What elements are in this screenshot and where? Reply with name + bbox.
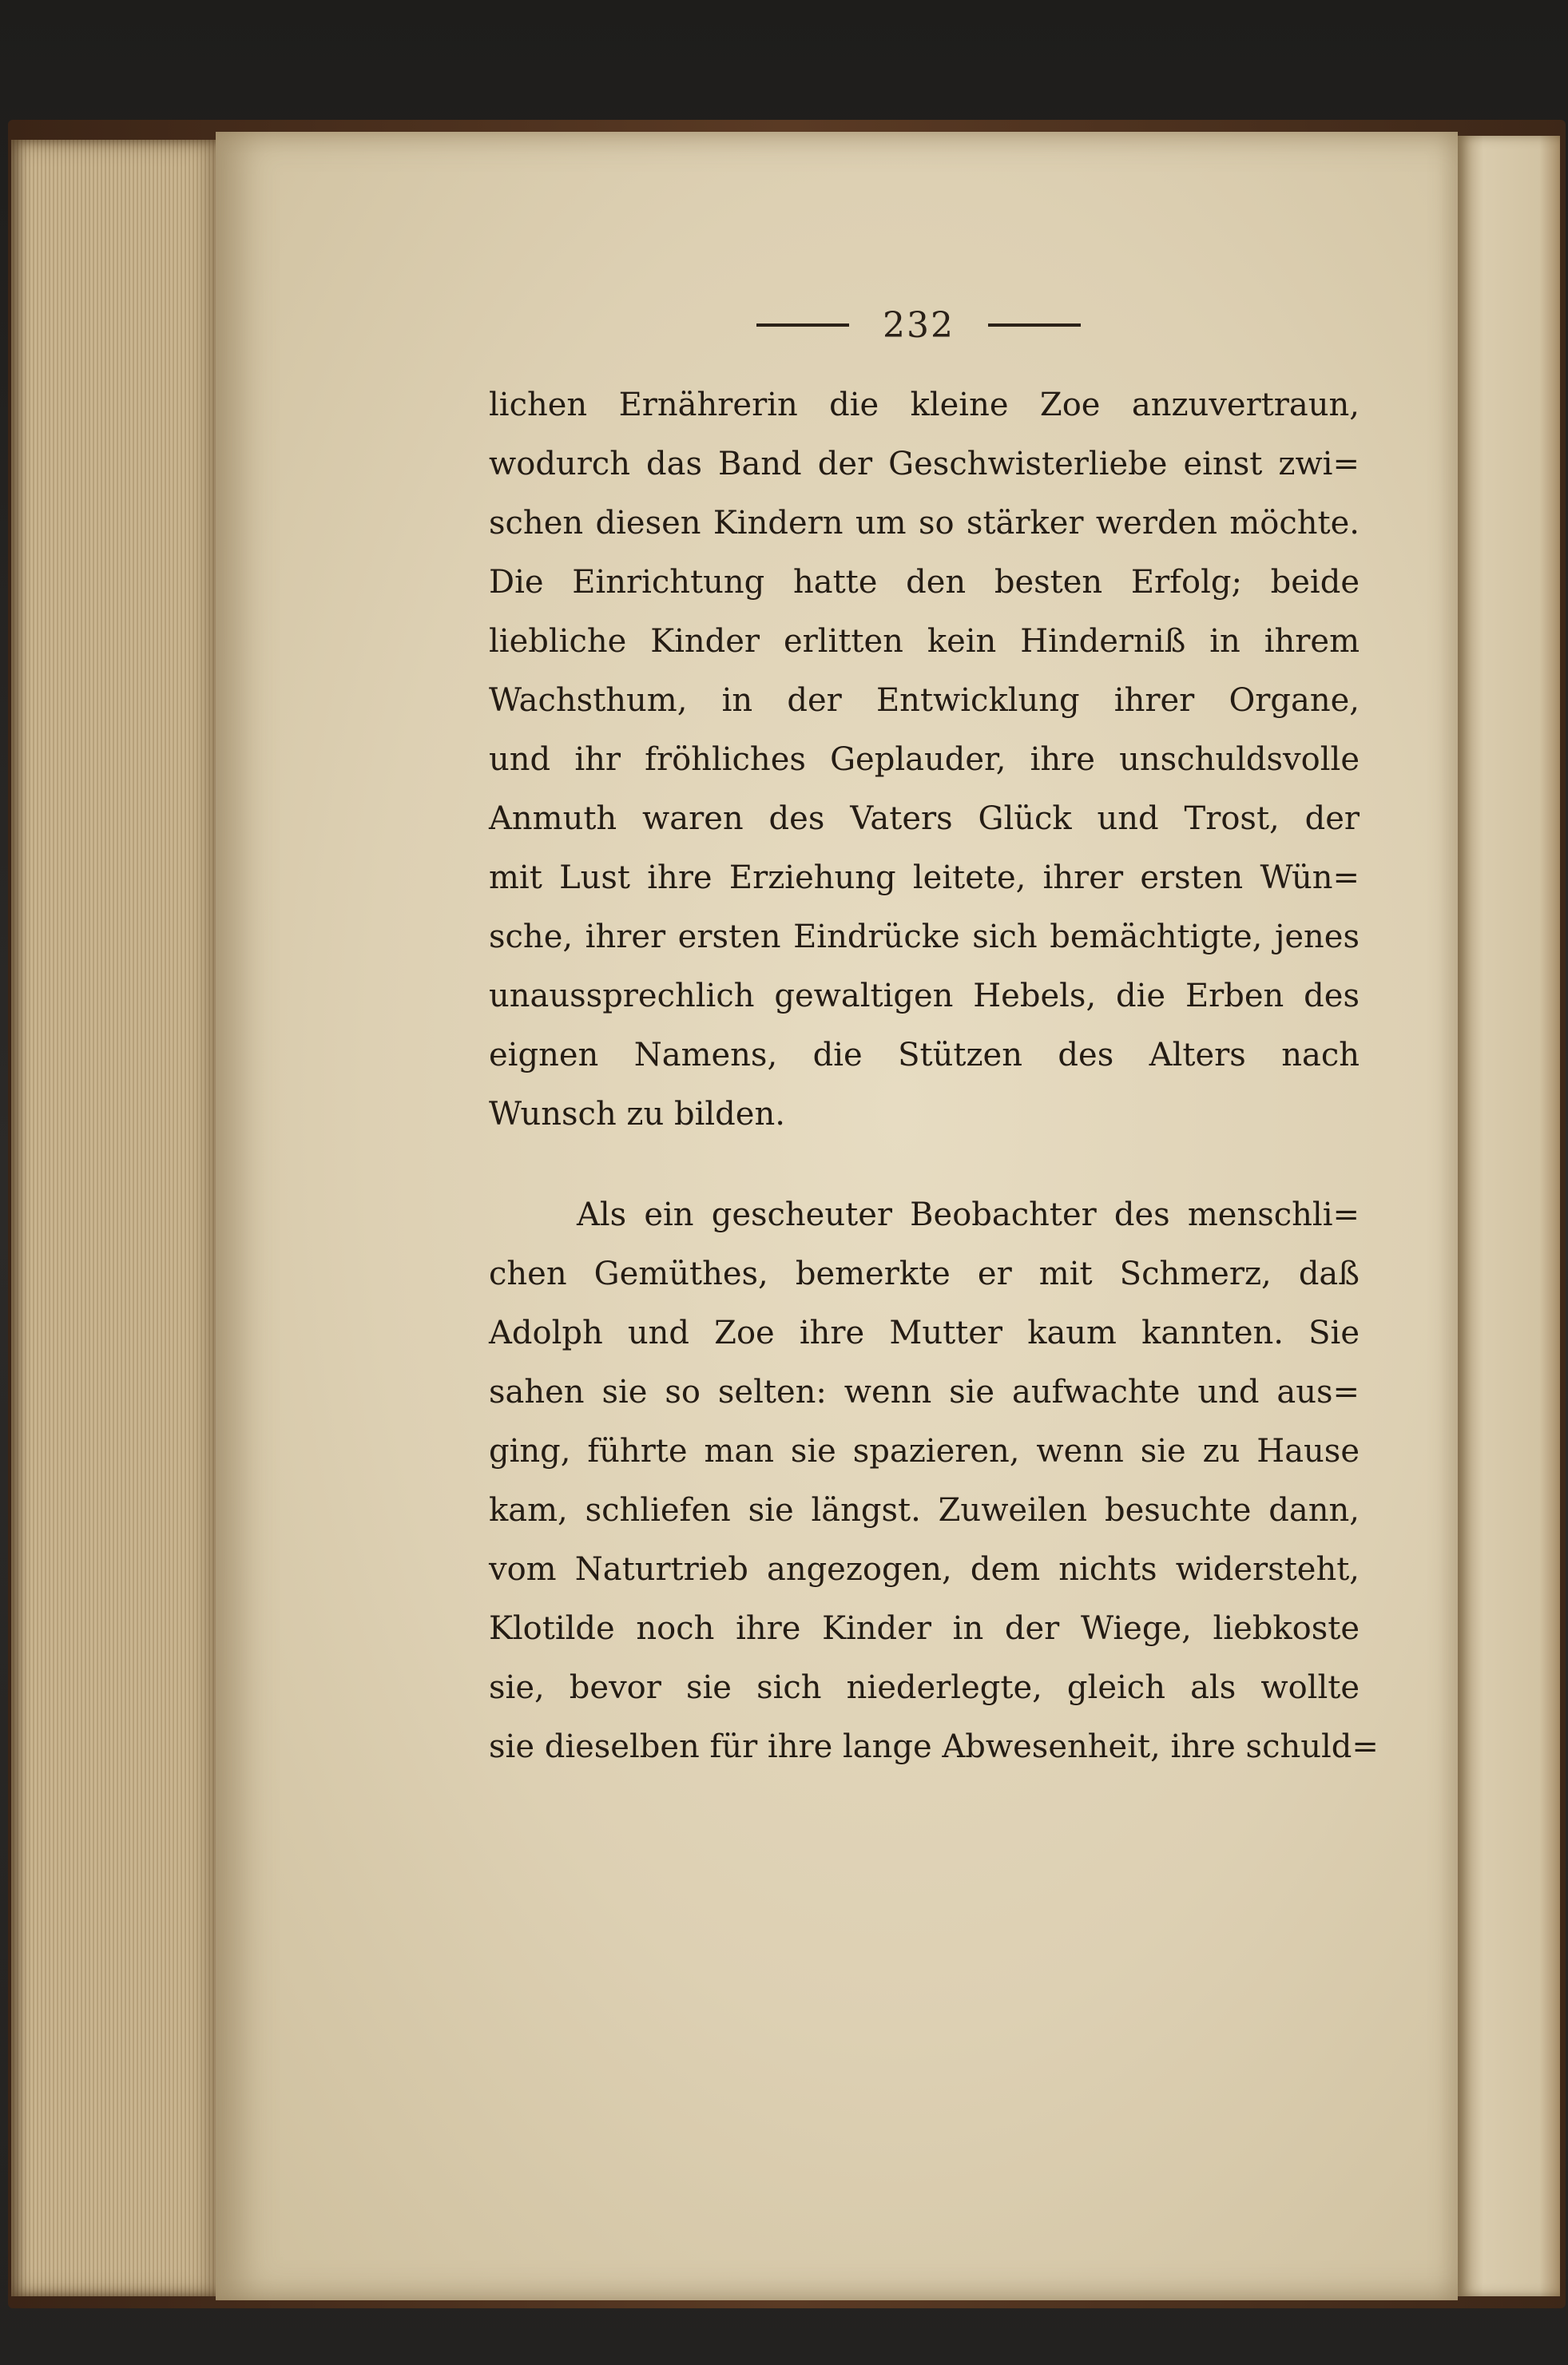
paragraph-2 bbox=[489, 1185, 1379, 1776]
text-line: unaussprechlich gewaltigen Hebels, die Erben des bbox=[489, 978, 1360, 1014]
text-line: eignen Namens, die Stützen des Alters nach bbox=[489, 1037, 1360, 1073]
text-line: sche, ihrer ersten Eindrücke sich bemächtigte, jenes bbox=[489, 919, 1360, 955]
text-line: lichen Ernährerin die kleine Zoe anzuvertraun, bbox=[489, 387, 1360, 423]
page-edges bbox=[11, 140, 227, 2296]
text-line: sahen sie so selten: wenn sie aufwachte und aus= bbox=[489, 1374, 1360, 1411]
text-line: Klotilde noch ihre Kinder in der Wiege, liebkoste bbox=[489, 1610, 1360, 1647]
text-line: Die Einrichtung hatte den besten Erfolg; beide bbox=[489, 564, 1360, 601]
page-header bbox=[735, 297, 1102, 353]
text-line: liebliche Kinder erlitten kein Hinderniß in ihrem bbox=[489, 623, 1360, 660]
header-dash-right bbox=[988, 323, 1081, 327]
paragraph-spacer bbox=[489, 1144, 1360, 1185]
text-line: und ihr fröhliches Geplauder, ihre unschuldsvolle bbox=[489, 741, 1360, 778]
paragraph-1 bbox=[489, 375, 1360, 1144]
text-line: Als ein gescheuter Beobachter des menschli= bbox=[577, 1196, 1360, 1233]
text-line: wodurch das Band der Geschwisterliebe einst zwi= bbox=[489, 446, 1360, 482]
right-page-leaf bbox=[1458, 136, 1560, 2296]
text-line: ging, führte man sie spazieren, wenn sie zu Hause bbox=[489, 1433, 1360, 1470]
text-line: sie, bevor sie sich niederlegte, gleich als wollte bbox=[489, 1669, 1360, 1706]
text-line: Wachsthum, in der Entwicklung ihrer Organe, bbox=[489, 682, 1360, 719]
text-line: vom Naturtrieb angezogen, dem nichts widersteht, bbox=[489, 1551, 1360, 1588]
text-line: kam, schliefen sie längst. Zuweilen besuchte dann, bbox=[489, 1492, 1360, 1529]
text-line: Anmuth waren des Vaters Glück und Trost, der bbox=[489, 800, 1360, 837]
text-line: Wunsch zu bilden. bbox=[489, 1096, 785, 1133]
text-line: sie dieselben für ihre lange Abwesenheit, ihre schuld= bbox=[489, 1728, 1379, 1765]
text-line: chen Gemüthes, bemerkte er mit Schmerz, daß bbox=[489, 1256, 1360, 1292]
body-text bbox=[489, 375, 1379, 1776]
page-number: 232 bbox=[883, 304, 955, 346]
text-line: Adolph und Zoe ihre Mutter kaum kannten. Sie bbox=[489, 1315, 1360, 1351]
text-line: mit Lust ihre Erziehung leitete, ihrer ersten Wün= bbox=[489, 859, 1360, 896]
text-line: schen diesen Kindern um so stärker werden möchte. bbox=[489, 505, 1360, 542]
header-dash-left bbox=[756, 323, 849, 327]
